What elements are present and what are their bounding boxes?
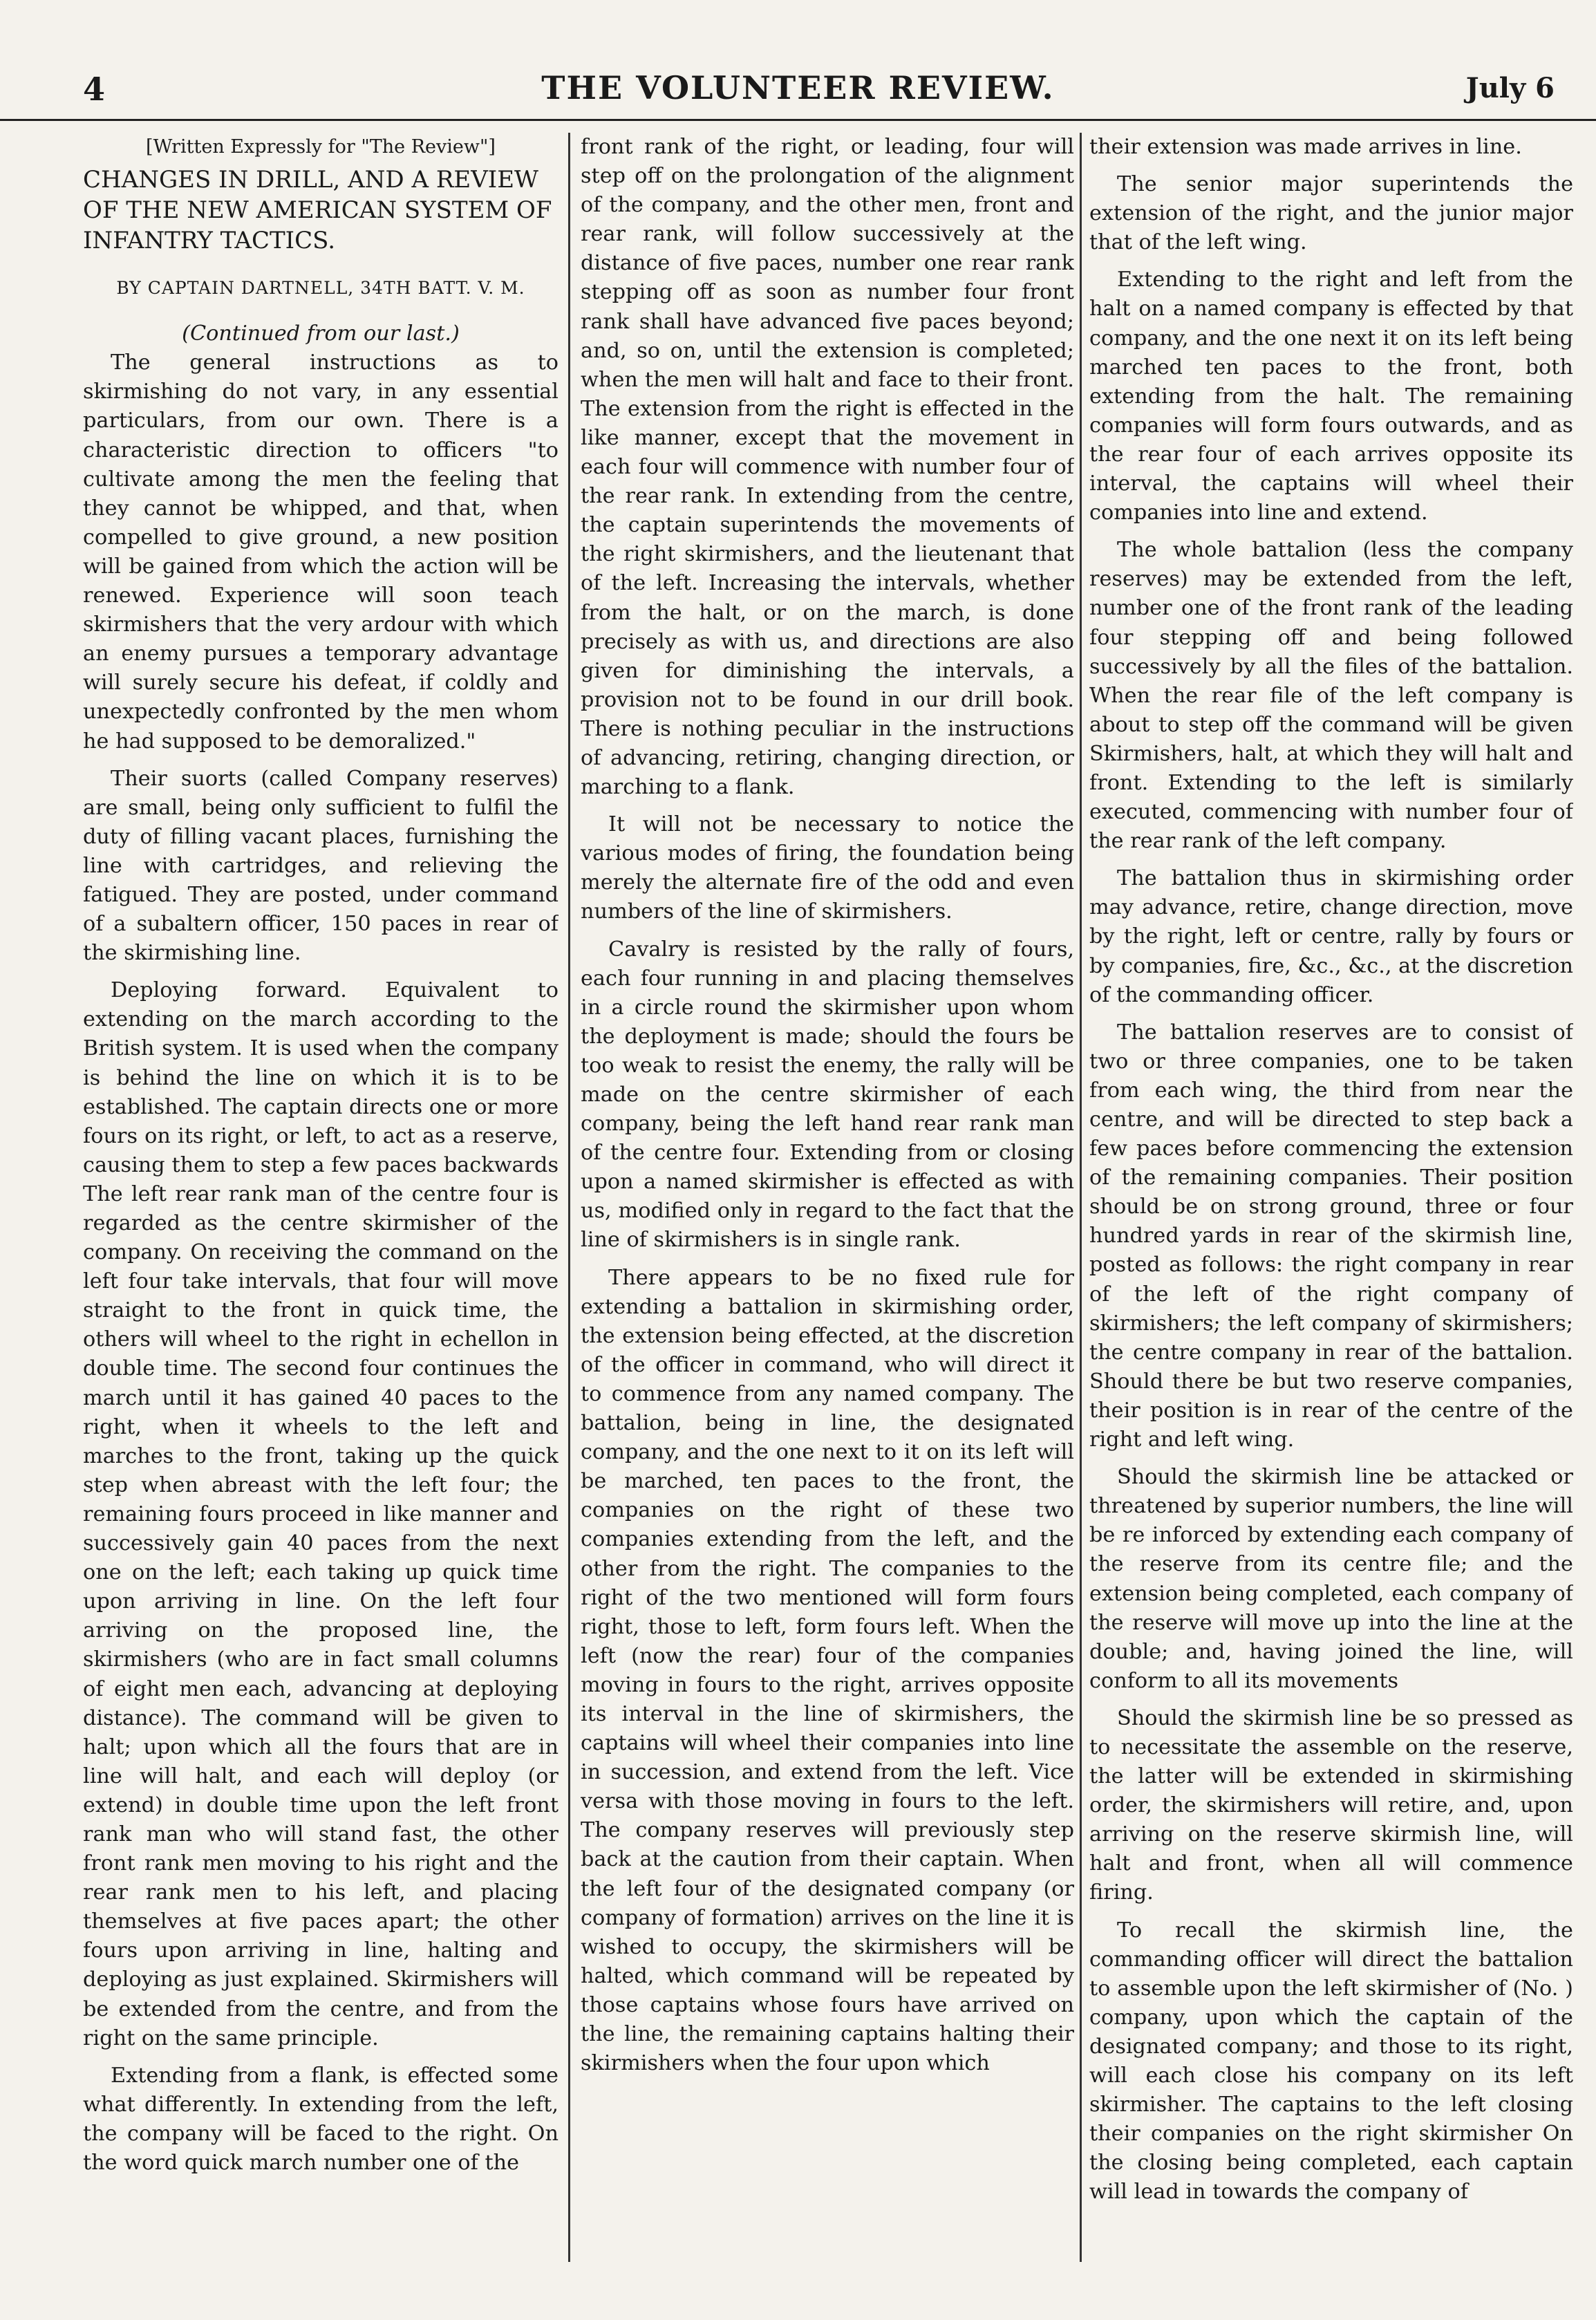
- paragraph: It will not be necessary to notice the various modes of firing, the foundation being merely the alternate fire of the odd and even numbers of the line of skirmishers.: [581, 812, 1074, 924]
- paragraph: Should the skirmish line be so pressed as to necessitate the assemble on the reserve, the latter will be extended in skirmishing order, the skirmishers will retire, and, upon arriving on the reserve skirmish line, will halt and front, when all will commence firing.: [1089, 1705, 1573, 1905]
- paragraph: To recall the skirmish line, the commanding officer will direct the battalion to assemble upon the left skirmisher of (No. ) company, upon which the captain of the designated company; and those to its right, will each close his company on its left skirmisher. The captains to the left closing their companies on the right skirmisher On the closing being completed, each captain will lead in towards the company of: [1089, 1918, 1573, 2205]
- paragraph: Their suorts (called Company reserves) are small, being only sufficient to fulfil the duty of filling vacant places, furnishing the line with cartridges, and relieving the fatigued. They are posted, under command of a subaltern officer, 150 paces in rear of the skirmishing line.: [83, 766, 558, 966]
- article-title: CHANGES IN DRILL, AND A REVIEW OF THE NEW AMERICAN SYSTEM OF INFANTRY TACTICS.: [83, 166, 552, 255]
- paragraph: The general instructions as to skirmishing do not vary, in any essential particulars, from our own. There is a characteristic direction to officers "to cultivate among the men the feeling that they cannot be whipped, and that, when compelled to give ground, a new position will be gained from which the action will be renewed. Experience will soon teach skirmishers that the very ardour with which an enemy pursues a temporary advantage will surely secure his defeat, if coldly and unexpectedly confronted by the men whom he had supposed to be demoralized.": [83, 350, 558, 754]
- paragraph: front rank of the right, or leading, four will step off on the prolongation of the alignment of the company, and the other men, front and rear rank, will follow successively at the distance of five paces, number one rear rank stepping off as soon as number four front rank shall have advanced five paces beyond; and, so on, until the extension is completed; when the men will halt and face to their front. The extension from the right is effected in the like manner, except that the movement in each four will commence with number four of the rear rank. In extending from the centre, the captain superintends the movements of the right skirmishers, and the lieutenant that of the left. Increasing the intervals, whether from the halt, or on the march, is done precisely as with us, and directions are also given for diminishing the intervals, a provision not to be found in our drill book. There is nothing peculiar in the instructions of advancing, retiring, changing direction, or marching to a flank.: [581, 135, 1074, 800]
- page-header: [0, 64, 1596, 121]
- paragraph: There appears to be no fixed rule for extending a battalion in skirmishing order, the extension being effected, at the discretion of the officer in command, who will direct it to commence from any named company. The battalion, being in line, the designated company, and the one next to it on its left will be marched, ten paces to the front, the companies on the right of these two companies extending from the left, and the other from the right. The companies to the right of the two mentioned will form fours right, those to left, form fours left. When the left (now the rear) four of the companies moving in fours to the right, arrives opposite its interval in the line of skirmishers, the captains will wheel their companies into line in succession, and extend from the left. Vice versa with those moving in fours to the left. The company reserves will previously step back at the caution from their captain. When the left four of the designated company (or company of formation) arrives on the line it is wished to occupy, the skirmishers will be halted, which command will be repeated by those captains whose fours have arrived on the line, the remaining captains halting their skirmishers when the four upon which: [581, 1265, 1074, 2076]
- paragraph: The whole battalion (less the company reserves) may be extended from the left, number one of the front rank of the leading four stepping off and being followed successively by all the files of the battalion. When the rear file of the left company is about to step off the command will be given Skirmishers, halt, at which they will halt and front. Extending to the left is similarly executed, commencing with number four of the rear rank of the left company.: [1089, 538, 1573, 854]
- masthead-title: THE VOLUNTEER REVIEW.: [541, 69, 1055, 106]
- column-1: [83, 133, 558, 2262]
- paragraph: Deploying forward. Equivalent to extending on the march according to the British system. It is used when the company is behind the line on which it is to be established. The captain directs one or more fours on its right, or left, to act as a reserve, causing them to step a few paces backwards The left rear rank man of the centre four is regarded as the centre skirmisher of the company. On receiving the command on the left four take intervals, that four will move straight to the front in quick time, the others will wheel to the right in echellon in double time. The second four continues the march until it has gained 40 paces to the right, when it wheels to the left and marches to the front, taking up the quick step when abreast with the left four; the remaining fours proceed in like manner and successively gain 40 paces from the next one on the left; each taking up quick time upon arriving in line. On the left four arriving on the proposed line, the skirmishers (who are in fact small columns of eight men each, advancing at deploying distance). The command will be given to halt; upon which all the fours that are in line will halt, and each will deploy (or extend) in double time upon the left front rank man who will stand fast, the other front rank men moving to his right and the rear rank men to his left, and placing themselves at five paces apart; the other fours upon arriving in line, halting and deploying as just explained. Skirmishers will be extended from the centre, and from the right on the same principle.: [83, 978, 558, 2050]
- column-3: [1089, 133, 1573, 2262]
- column-rule: [568, 133, 570, 2262]
- page-number: 4: [83, 71, 106, 108]
- article-note: [Written Expressly for "The Review"]: [146, 136, 496, 158]
- paragraph: Extending from a flank, is effected some what differently. In extending from the left, the company will be faced to the right. On the word quick march number one of the: [83, 2063, 558, 2175]
- paragraph: The senior major superintends the extension of the right, and the junior major that of the left wing.: [1089, 172, 1573, 255]
- continued-note: (Continued from our last.): [182, 321, 460, 346]
- paragraph: Should the skirmish line be attacked or threatened by superior numbers, the line will be re inforced by extending each company of the reserve from its centre file; and the extension being completed, each company of the reserve will move up into the line at the double; and, having joined the line, will conform to all its movements: [1089, 1465, 1573, 1693]
- paragraph: The battalion reserves are to consist of two or three companies, one to be taken from each wing, the third from near the centre, and will be directed to step back a few paces before commencing the extension of the remaining companies. Their position should be on strong ground, three or four hundred yards in rear of the skirmish line, posted as follows: the right company in rear of the left of the right company of skirmishers; the left company of skirmishers; the centre company in rear of the battalion. Should there be but two reserve companies, their position is in rear of the centre of the right and left wing.: [1089, 1020, 1573, 1452]
- paragraph: Extending to the right and left from the halt on a named company is effected by that company, and the one next it on its left being marched ten paces to the front, both extending from the halt. The remaining companies will form fours outwards, and as the rear four of each arrives opposite its interval, the captains will wheel their companies into line and extend.: [1089, 268, 1573, 525]
- paragraph: The battalion thus in skirmishing order may advance, retire, change direction, move by the right, left or centre, rally by fours or by companies, fire, &c., &c., at the discretion of the commanding officer.: [1089, 866, 1573, 1007]
- article-byline: BY CAPTAIN DARTNELL, 34TH BATT. V. M.: [116, 278, 525, 299]
- paragraph: their extension was made arrives in line.: [1089, 135, 1522, 159]
- issue-date: July 6: [1465, 72, 1555, 104]
- column-2: [581, 133, 1074, 2262]
- paragraph: Cavalry is resisted by the rally of fours, each four running in and placing themselves in a circle round the skirmisher upon whom the deployment is made; should the fours be too weak to resist the enemy, the rally will be made on the centre skirmisher of each company, being the left hand rear rank man of the centre four. Extending from or closing upon a named skirmisher is effected as with us, modified only in regard to the fact that the line of skirmishers is in single rank.: [581, 937, 1074, 1253]
- column-rule: [1080, 133, 1082, 2262]
